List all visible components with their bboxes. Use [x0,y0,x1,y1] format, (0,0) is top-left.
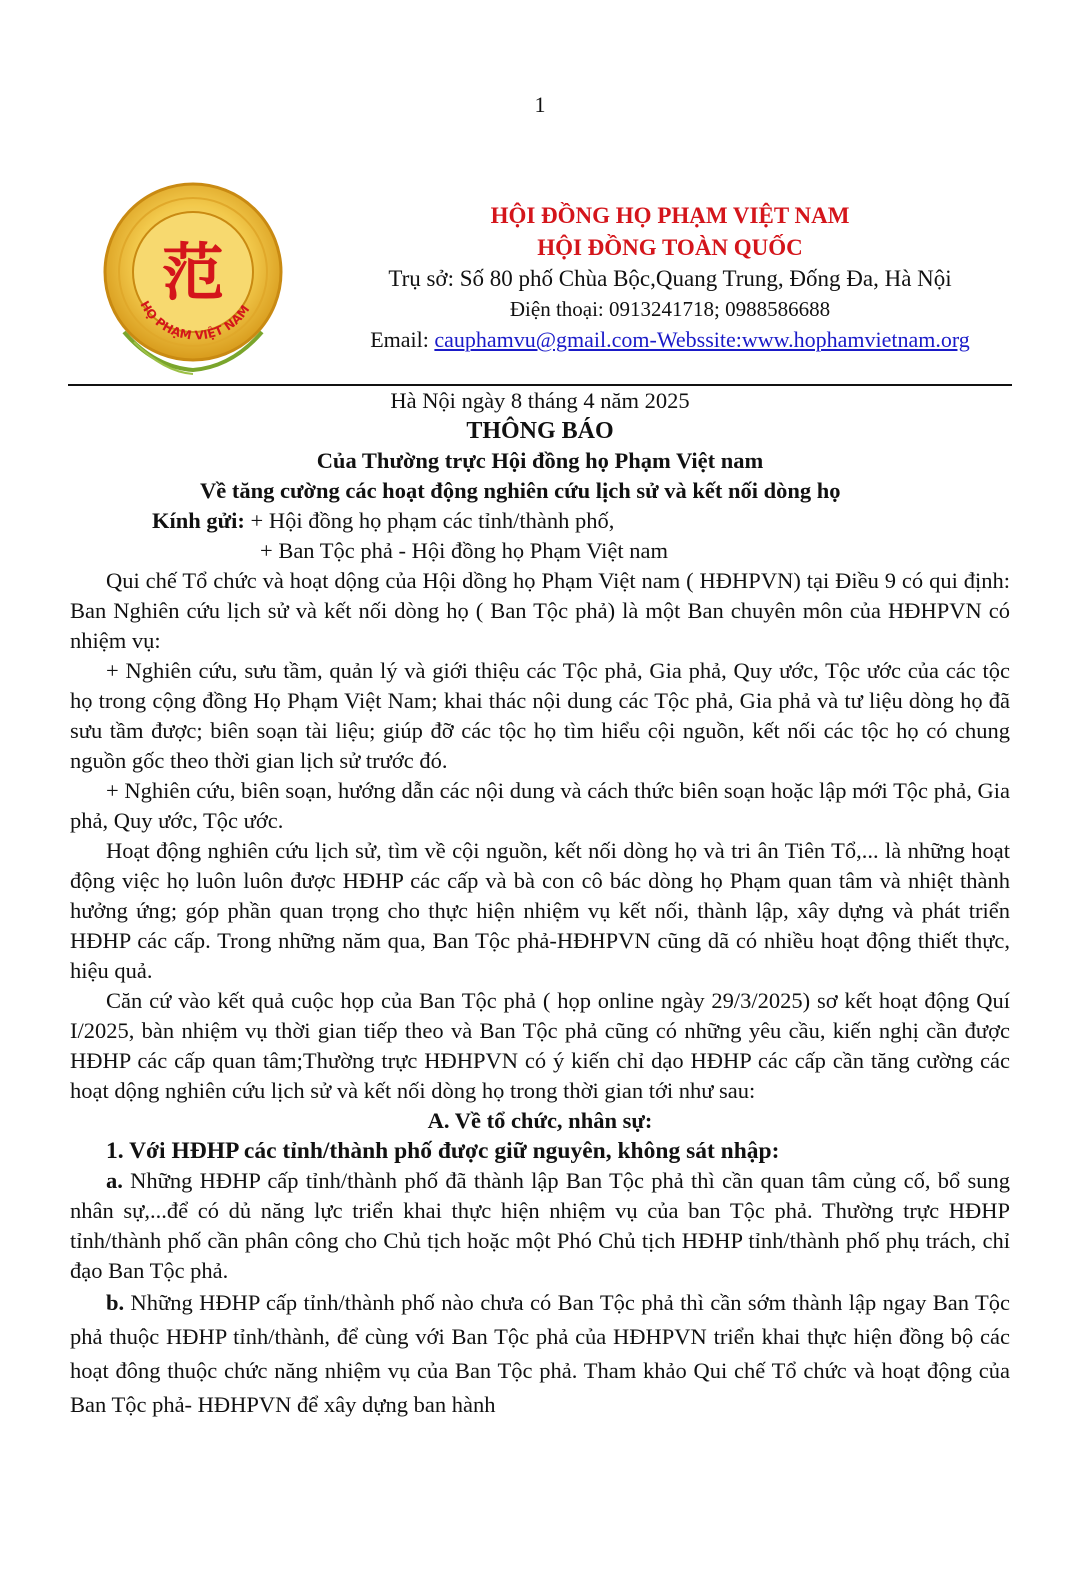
doc-subtitle-2: Về tăng cường các hoạt động nghiên cứu lịch sử và kết nối dòng họ [200,478,841,503]
logo-glyph: 范 [161,236,225,309]
paragraph-5: Căn cứ vào kết quả cuộc họp của Ban Tộc phả ( họp online ngày 29/3/2025) sơ kết hoạt động Quí I/2025, bàn nhiệm vụ thời gian tiếp theo và Ban Tộc phả cũng có những yêu cầu, kiến nghị cần được HĐHP các cấp quan tâm;Thường trực HĐHPVN có ý kiến chỉ dạo HĐHP các cấp cần tăng cường các hoạt dộng nghiên cứu lịch sử và kết nối dòng họ trong thời gian tới như sau: [70,988,1010,1103]
org-address: Trụ sở: Số 80 phố Chùa Bộc,Quang Trung, Đống Đa, Hà Nội [388,266,952,291]
recipient-label: Kính gửi: [152,508,245,533]
doc-title: THÔNG BÁO [466,418,614,444]
recipient-line-1 [70,506,1010,536]
doc-subtitle-1: Của Thường trực Hội đồng họ Phạm Việt nam [316,448,764,473]
paragraph-b-text: Những HĐHP cấp tỉnh/thành phố nào chưa có Ban Tộc phả thì cần sớm thành lập ngay Ban Tộc phả thuộc HĐHP tỉnh/thành, để cùng với Ban Tộc phả của HĐHPVN triển khai thực hiện đồng bộ các hoạt đông thuộc chức năng nhiệm vụ của Ban Tộc phả. Tham khảo Qui chế Tổ chức và hoạt động của Ban Tộc phả- HĐHPVN để xây dựng ban hành [70,1290,1010,1417]
org-email [330,324,1010,356]
page-number: 1 [534,92,546,117]
paragraph-b-label: b. [106,1290,125,1315]
email-link[interactable]: cauphamvu@gmail.com-Webssite:www.hophamvietnam.org [434,327,970,352]
recipient-2: + Ban Tộc phả - Hội đồng họ Phạm Việt nam [260,538,668,563]
email-label: Email: [370,327,435,352]
recipient-1: + Hội đồng họ phạm các tỉnh/thành phố, [244,508,615,533]
section-a-heading: A. Về tổ chức, nhân sự: [427,1108,653,1133]
paragraph-2: + Nghiên cứu, sưu tầm, quản lý và giới thiệu các Tộc phả, Gia phả, Quy ước, Tộc ước của các tộc họ trong cộng đồng Họ Phạm Việt Nam; khai thác nội dung các Tộc phả, Gia phả và tư liệu dòng họ đã sưu tầm được; biên soạn tài liệu; giúp đỡ các tộc họ tìm hiểu cội nguồn, kết nối các tộc họ có chung nguồn gốc theo thời gian lịch sử trước đó. [70,658,1010,773]
document-body [70,386,1010,1422]
org-name: HỘI ĐỒNG HỌ PHẠM VIỆT NAM [490,203,850,228]
org-header [330,200,1010,356]
org-phone: Điện thoại: 0913241718; 0988586688 [509,297,831,321]
section-1-heading: 1. Với HĐHP các tỉnh/thành phố được giữ nguyên, không sát nhập: [106,1138,780,1164]
paragraph-1: Qui chế Tổ chức và hoạt dộng của Hội dồng họ Phạm Việt nam ( HĐHPVN) tại Điều 9 có qui định: Ban Nghiên cứu lịch sử và kết nối dòng họ ( Ban Tộc phả) là một Ban chuyên môn của HĐHPVN có nhiệm vụ: [70,568,1010,653]
paragraph-a-text: Những HĐHP cấp tỉnh/thành phố đã thành lập Ban Tộc phả thì cần quan tâm củng cố, bổ sung nhân sự,...để có dủ năng lực triển khai thực hiện nhiệm vụ của ban Tộc phả. Thường trực HĐHP tỉnh/thành phố cần phân công cho Chủ tịch hoặc một Phó Chủ tịch HĐHP tỉnh/thành phố phụ trách, chỉ đạo Ban Tộc phả. [70,1168,1010,1283]
paragraph-a [70,1166,1010,1286]
paragraph-a-label: a. [106,1168,123,1193]
org-logo [94,182,292,377]
logo-text: HỌ PHẠM VIỆT NAM [137,298,253,343]
paragraph-b [70,1286,1010,1422]
paragraph-3: + Nghiên cứu, biên soạn, hướng dẫn các nội dung và cách thức biên soạn hoặc lập mới Tộc phả, Gia phả, Quy ước, Tộc ước. [70,778,1010,833]
org-subname: HỘI ĐỒNG TOÀN QUỐC [537,235,803,260]
paragraph-4: Hoạt động nghiên cứu lịch sử, tìm về cội nguồn, kết nối dòng họ và tri ân Tiên Tổ,... là những hoạt động việc họ luôn luôn được HĐHP các cấp và bà con cô bác dòng họ Phạm quan tâm và nhiệt thành hưởng ứng; góp phần quan trọng cho thực hiện nhiệm vụ kết nối, thành lập, xây dựng và phát triển HĐHP các cấp. Trong những năm qua, Ban Tộc phả-HĐHPVN cũng dã có nhiều hoạt động thiết thực, hiệu quả. [70,838,1010,983]
doc-date: Hà Nội ngày 8 tháng 4 năm 2025 [390,388,690,413]
